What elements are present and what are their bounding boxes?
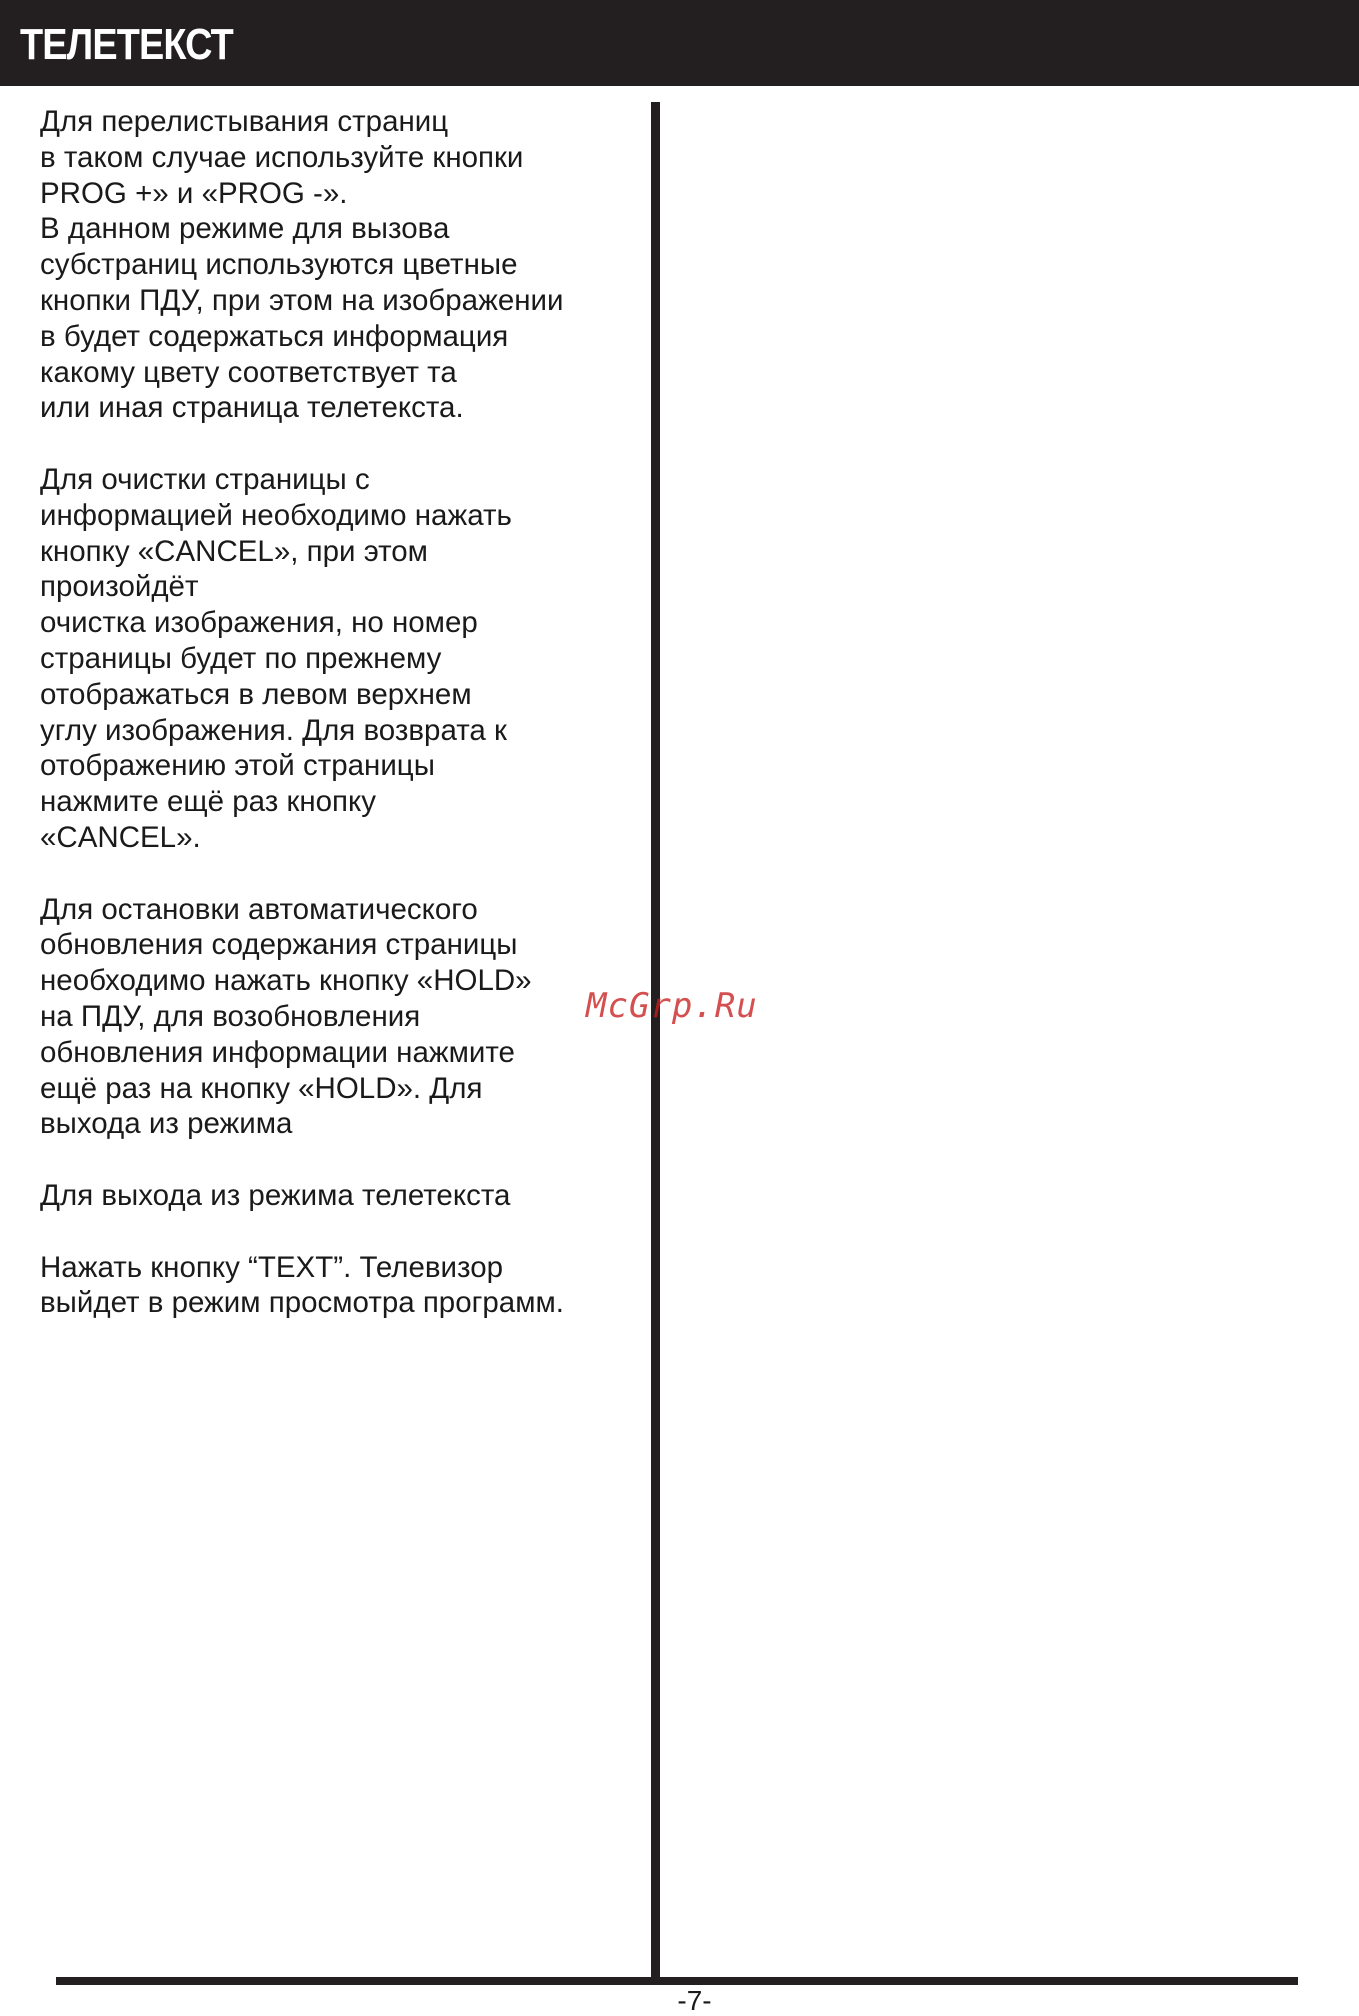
text-line: очистка изображения, но номер — [40, 606, 478, 640]
text-line: кнопку «CANCEL», при этом — [40, 534, 428, 568]
text-line: «CANCEL». — [40, 820, 201, 854]
text-line: Для выхода из режима телетекста — [40, 1178, 511, 1212]
paragraph-spacer — [40, 1214, 640, 1250]
text-line: Нажать кнопку “TEXT”. Телевизор — [40, 1250, 504, 1284]
page-number: -7- — [677, 1985, 712, 2016]
text-line: в будет содержаться информация — [40, 319, 509, 353]
text-line: Для остановки автоматического — [40, 892, 478, 926]
text-line: ещё раз на кнопку «HOLD». Для — [40, 1071, 483, 1105]
text-line: какому цвету соответствует та — [40, 355, 457, 389]
column-divider — [651, 102, 660, 1982]
text-line: углу изображения. Для возврата к — [40, 713, 507, 747]
text-line: В данном режиме для вызова — [40, 212, 450, 246]
text-line: обновления информации нажмите — [40, 1035, 515, 1069]
text-line: выйдет в режим просмотра программ. — [40, 1286, 564, 1320]
footer-rule — [56, 1977, 1298, 1985]
text-line: или иная страница телетекста. — [40, 391, 464, 425]
page-title: ТЕЛЕТЕКСТ — [20, 20, 233, 69]
text-line: страницы будет по прежнему — [40, 641, 442, 675]
text-line: отображаться в левом верхнем — [40, 677, 472, 711]
paragraph-spacer — [40, 856, 640, 892]
text-line: Для перелистывания страниц — [40, 105, 449, 138]
text-line: нажмите ещё раз кнопку — [40, 785, 377, 819]
paragraph-spacer — [40, 426, 640, 462]
text-line: в таком случае используйте кнопки — [40, 140, 524, 174]
text-column — [40, 104, 640, 1321]
header-bar — [0, 0, 1359, 86]
text-line: произойдёт — [40, 570, 199, 604]
text-line: выхода из режима — [40, 1107, 293, 1141]
text-line: необходимо нажать кнопку «HOLD» — [40, 964, 532, 998]
text-line: обновления содержания страницы — [40, 928, 518, 962]
text-line: информацией необходимо нажать — [40, 498, 512, 532]
paragraph-cancel — [40, 462, 640, 856]
text-line: кнопки ПДУ, при этом на изображении — [40, 283, 564, 317]
paragraph-page-navigation — [40, 104, 640, 426]
text-line: на ПДУ, для возобновления — [40, 999, 421, 1033]
text-line: Для очистки страницы с — [40, 462, 370, 496]
text-line: PROG +» и «PROG -». — [40, 176, 348, 210]
paragraph-exit-heading — [40, 1178, 640, 1214]
paragraph-exit-instruction — [40, 1250, 640, 1322]
text-line: отображению этой страницы — [40, 749, 435, 783]
text-line: субстраниц используются цветные — [40, 248, 518, 282]
paragraph-spacer — [40, 1142, 640, 1178]
paragraph-hold — [40, 892, 640, 1143]
watermark: McGrp.Ru — [586, 986, 758, 1026]
